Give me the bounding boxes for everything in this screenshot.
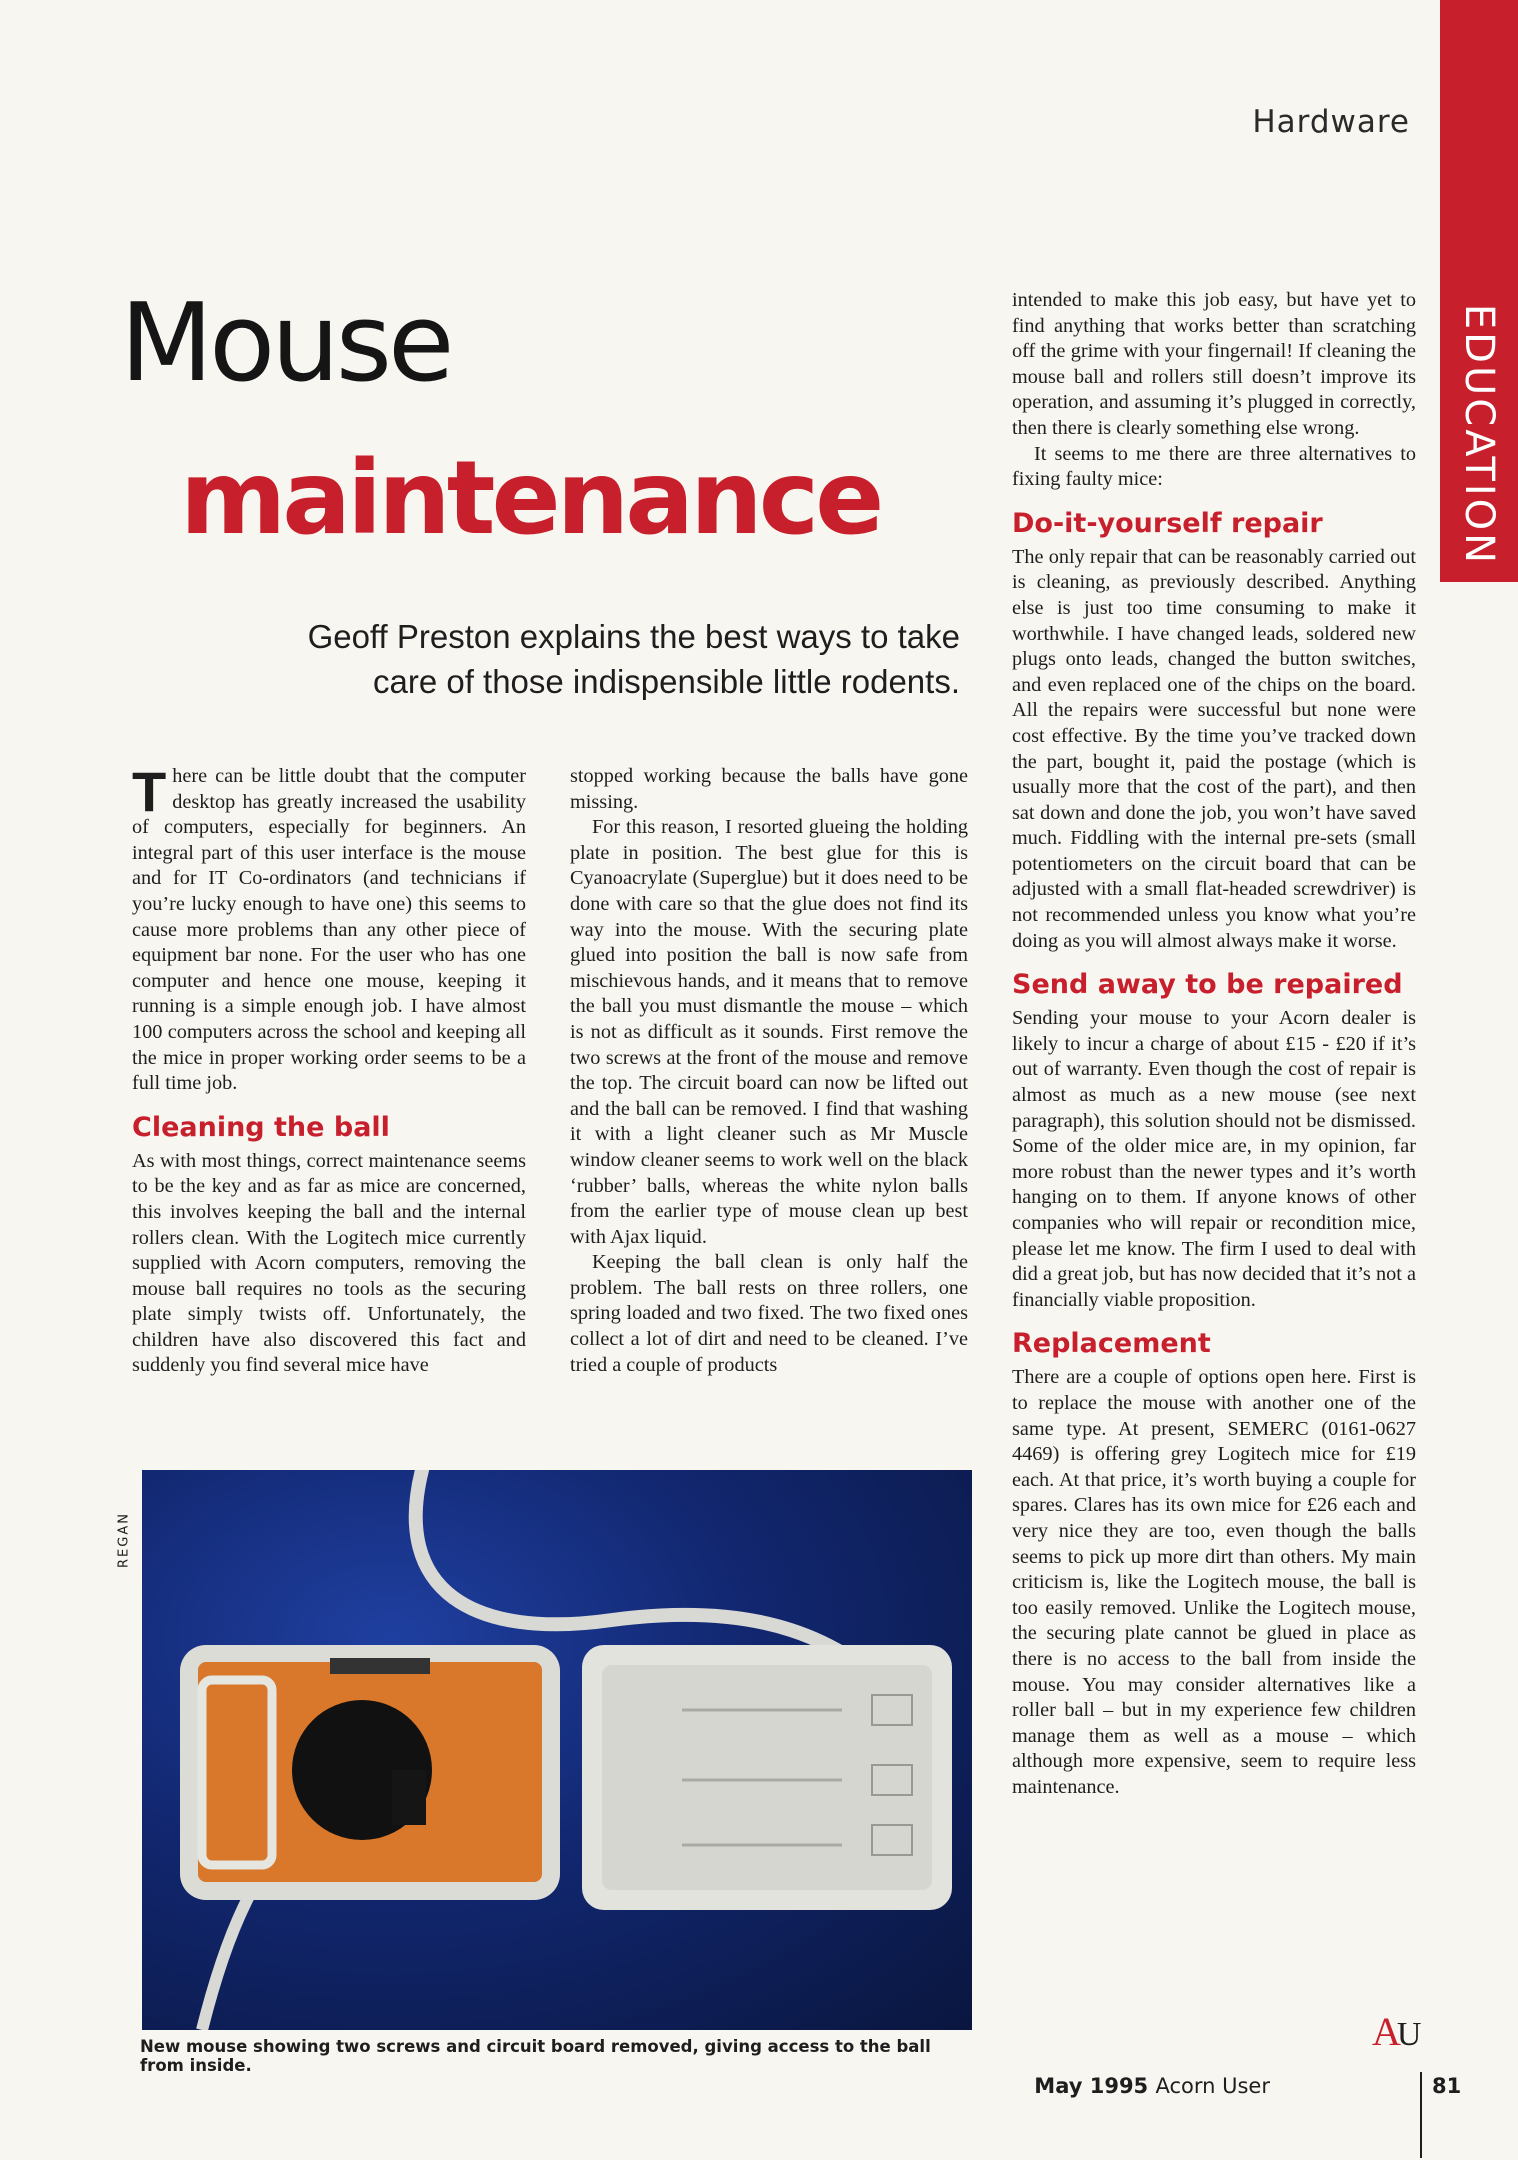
heading-cleaning-the-ball: Cleaning the ball <box>132 1111 390 1143</box>
page-footer <box>1034 2072 1462 2106</box>
paragraph: intended to make this job easy, but have yet to find anything that works better than scratching off the grime with your fingernail! If cleaning the mouse ball and rollers still doesn’t improve its operation, and assuming it’s plugged in correctly, then there is clearly something else wrong. <box>1012 289 1416 439</box>
logo-letter-u: U <box>1396 2016 1418 2053</box>
paragraph: The only repair that can be reasonably carried out is cleaning, as previously described. Anything else is just too time consuming to make it worthwhile. I have changed leads, soldered new plugs onto leads, changed the button switches, and even replaced one of the chips on the board. All the repairs were successful but none were cost effective. By the time you’ve tracked down the part, bought it, paid the postage (which is usually more that the cost of the part), and then sat down and done the job, you won’t have saved much. Fiddling with the internal pre-sets (small potentiometers on the circuit board that can be adjusted with a small flat-headed screwdriver) is not recommended unless you know what you’re doing as you will almost always make it worse. <box>1012 545 1416 952</box>
heading-send-away-to-be-repaired: Send away to be repaired <box>1012 969 1403 1001</box>
page-number: 81 <box>1432 2074 1462 2098</box>
photo-credit <box>112 1500 136 1580</box>
intro-paragraph: here can be little doubt that the computer desktop has greatly increased the usability of computers, especially for beginners. An integral part of this user interface is the mouse and for IT Co-ordinators (and technicians if you’re lucky enough to have one) this seems to cause more problems than any other piece of equipment bar none. For the user who has one computer and hence one mouse, keeping it running is a simple enough job. I have almost 100 computers across the school and keeping all the mice in proper working order seems to be a full time job. <box>132 765 526 1095</box>
column-2 <box>570 764 968 1378</box>
standfirst-line-1: Geoff Preston explains the best ways to take <box>307 618 960 655</box>
standfirst-line-2: care of those indispensible little rodents. <box>372 663 960 700</box>
paragraph: As with most things, correct maintenance seems to be the key and as far as mice are concerned, this involves keeping the ball and the internal rollers clean. With the Logitech mice currently supplied with Acorn computers, removing the mouse ball requires no tools as the securing plate simply twists off. Unfortunately, the children have also discovered this fact and suddenly you find several mice have <box>132 1149 526 1377</box>
column-1 <box>132 760 526 1379</box>
paragraph: stopped working because the balls have gone missing. <box>570 765 968 813</box>
education-tab <box>1440 0 1518 582</box>
title-line-1: Mouse <box>120 281 451 406</box>
paragraph: There are a couple of options open here. First is to replace the mouse with another one of the same type. At present, SEMERC (0161-0627 4469) is offering grey Logitech mice for £19 each. At that price, it’s worth buying a couple for spares. Clares has its own mice for £26 each and very nice they are too, even though the balls seems to pick up more dirt than others. My main criticism is, like the Logitech mouse, the ball is too easily removed. Unlike the Logitech mouse, the securing plate cannot be glued in place as there is no access to the ball from inside the mouse. You may consider alternatives like a roller ball – but in my experience few children manage them as well as a mouse – which although more expensive, seem to require less maintenance. <box>1012 1366 1416 1798</box>
heading-replacement: Replacement <box>1012 1328 1211 1360</box>
photo-credit-label: REGAN <box>116 1512 132 1568</box>
standfirst <box>290 614 960 704</box>
paragraph: Keeping the ball clean is only half the problem. The ball rests on three rollers, one spring loaded and two fixed. The two fixed ones collect a lot of dirt and need to be cleaned. I’ve tried a couple of products <box>570 1251 968 1376</box>
issue-month: May 1995 <box>1034 2074 1149 2098</box>
mouse-photo <box>142 1470 972 2030</box>
photo-caption: New mouse showing two screws and circuit board removed, giving access to the ball from inside. <box>140 2037 931 2075</box>
mouse-photo-illustration <box>142 1470 972 2030</box>
education-tab-label: EDUCATION <box>1456 303 1502 567</box>
heading-do-it-yourself-repair: Do-it-yourself repair <box>1012 507 1323 539</box>
logo-letter-a: A <box>1372 2009 1397 2054</box>
paragraph: For this reason, I resorted glueing the holding plate in position. The best glue for this is Cyanoacrylate (Superglue) but it does need to be done with care so that the glue does not find its way into the mouse. With the securing plate glued into position the ball is now safe from mischievous hands, and it means that to remove the ball you must dismantle the mouse – which is not as difficult as it sounds. First remove the two screws at the front of the mouse and remove the top. The circuit board can now be lifted out and the ball can be removed. I find that washing it with a light cleaner such as Mr Muscle window cleaner seems to work well on the black ‘rubber’ balls, whereas the white nylon balls from the earlier type of mouse clean up best with Ajax liquid. <box>570 816 968 1248</box>
paragraph: It seems to me there are three alternatives to fixing faulty mice: <box>1012 442 1416 491</box>
drop-cap: T <box>132 760 167 823</box>
publication-name: Acorn User <box>1155 2074 1270 2098</box>
acorn-user-logo <box>1372 2008 1417 2055</box>
issue-date <box>1034 2074 1270 2098</box>
footer-divider <box>1420 2072 1422 2158</box>
title-line-2: maintenance <box>180 439 881 558</box>
column-3 <box>1012 288 1416 1800</box>
paragraph: Sending your mouse to your Acorn dealer is likely to incur a charge of about £15 - £20 if it’s out of warranty. Even though the cost of repair is almost as much as a new mouse (see next paragraph), this solution should not be dismissed. Some of the older mice are, in my opinion, far more robust than the newer types and it’s worth hanging on to them. If anyone knows of other companies who will repair or recondition mice, please let me know. The firm I used to deal with did a great job, but has now decided that it’s not a financially viable proposition. <box>1012 1007 1416 1311</box>
section-label: Hardware <box>1252 104 1410 140</box>
